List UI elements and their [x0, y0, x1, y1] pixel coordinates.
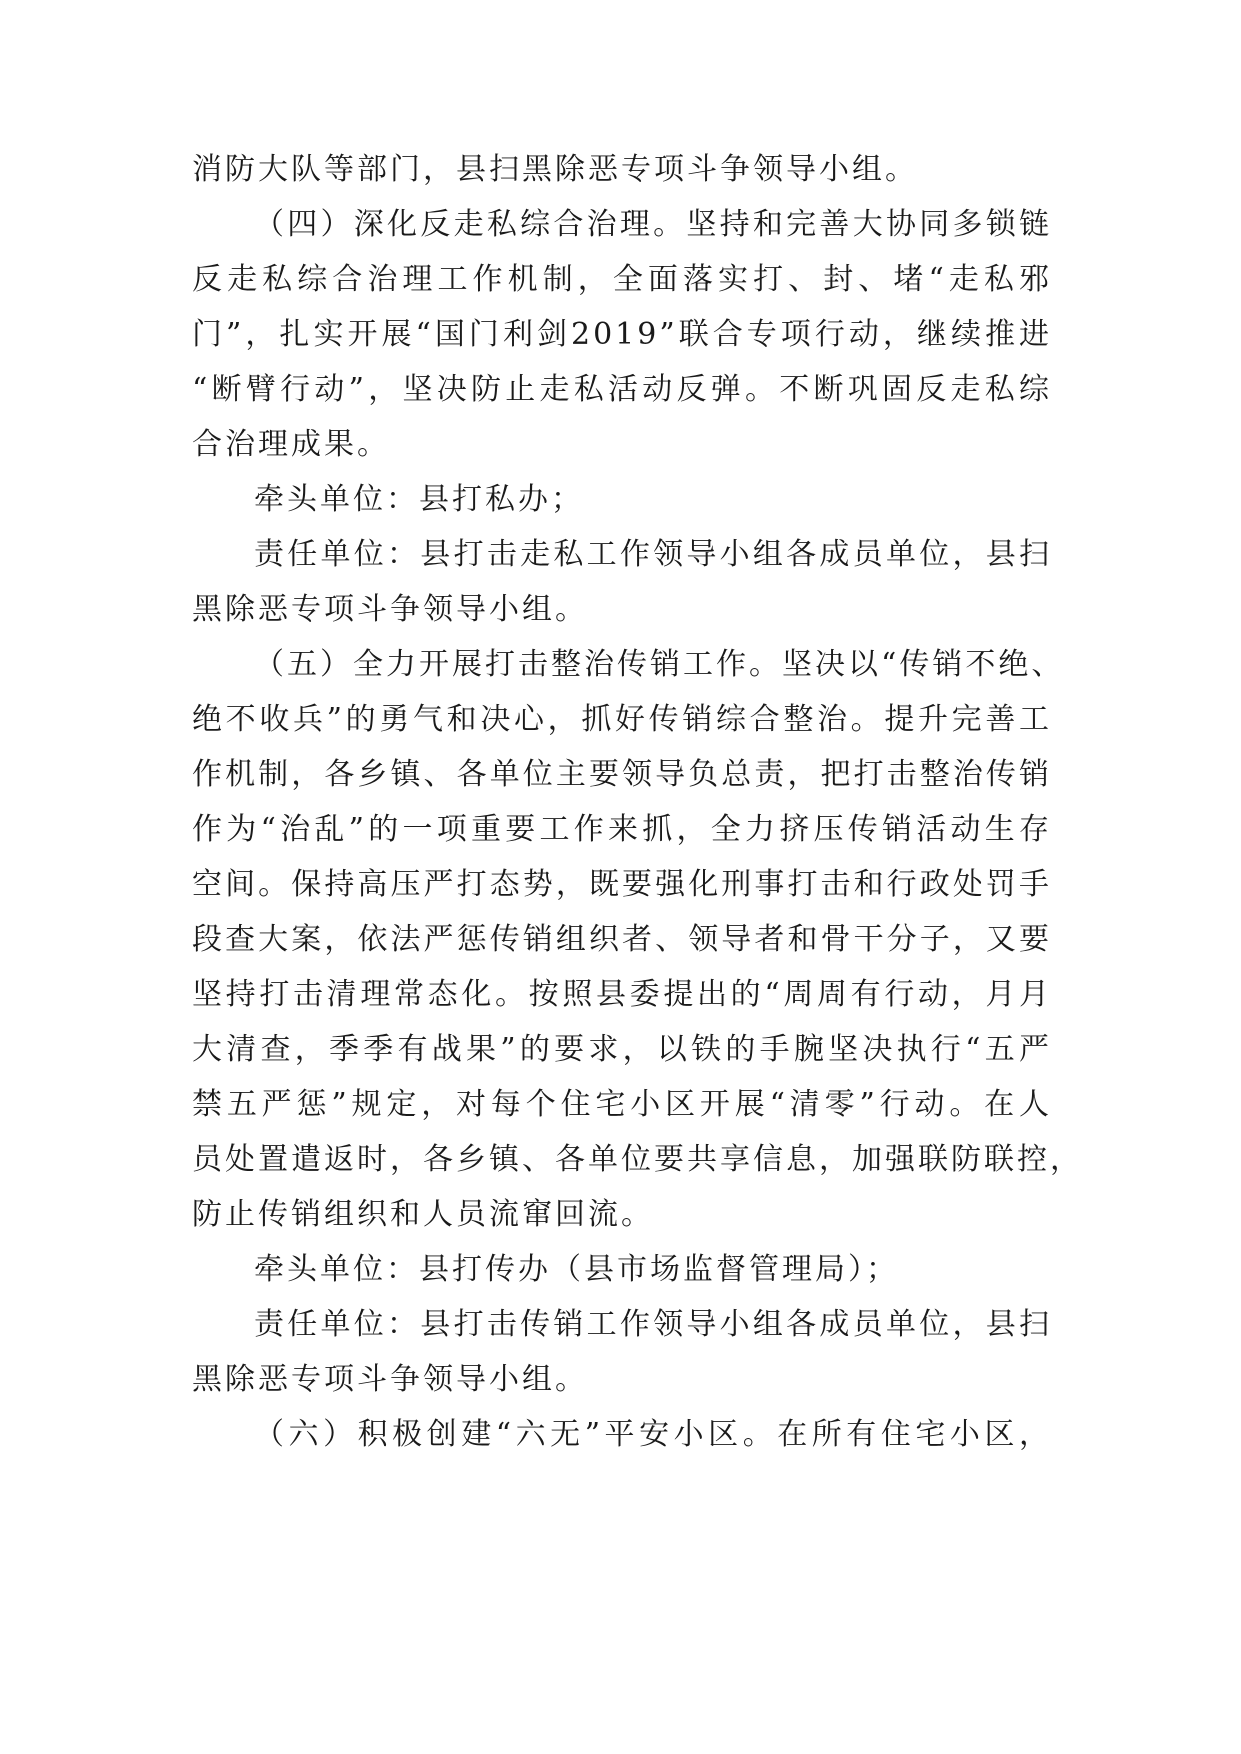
text-line: 黑除恶专项斗争领导小组。 — [192, 592, 588, 627]
section-heading-4: （四）深化反走私综合治理。坚持和完善大协同多锁链 — [254, 207, 1052, 242]
text-line: 禁五严惩”规定，对每个住宅小区开展“清零”行动。在人 — [192, 1087, 1052, 1122]
text-line: 空间。保持高压严打态势，既要强化刑事打击和行政处罚手 — [192, 867, 1052, 902]
text-line: 消防大队等部门，县扫黑除恶专项斗争领导小组。 — [192, 152, 918, 187]
text-line: 作为“治乱”的一项重要工作来抓，全力挤压传销活动生存 — [192, 812, 1052, 847]
text-line: 大清查，季季有战果”的要求，以铁的手腕坚决执行“五严 — [192, 1032, 1052, 1067]
text-line: 坚持打击清理常态化。按照县委提出的“周周有行动，月月 — [192, 977, 1052, 1012]
text-line: 合治理成果。 — [192, 427, 390, 462]
text-line: 门”，扎实开展“国门利剑2019”联合专项行动，继续推进 — [192, 317, 1052, 352]
text-line: 作机制，各乡镇、各单位主要领导负总责，把打击整治传销 — [192, 757, 1052, 792]
responsible-unit-line: 责任单位：县打击走私工作领导小组各成员单位，县扫 — [254, 537, 1052, 572]
text-line: “断臂行动”，坚决防止走私活动反弹。不断巩固反走私综 — [192, 372, 1052, 407]
lead-unit-line: 牵头单位：县打私办； — [254, 482, 584, 517]
text-line: 防止传销组织和人员流窜回流。 — [192, 1197, 654, 1232]
responsible-unit-line: 责任单位：县打击传销工作领导小组各成员单位，县扫 — [254, 1307, 1052, 1342]
lead-unit-line: 牵头单位：县打传办（县市场监督管理局）； — [254, 1252, 899, 1287]
text-line: 员处置遣返时，各乡镇、各单位要共享信息，加强联防联控， — [192, 1142, 1083, 1177]
text-line: 绝不收兵”的勇气和决心，抓好传销综合整治。提升完善工 — [192, 702, 1052, 737]
text-line: 反走私综合治理工作机制，全面落实打、封、堵“走私邪 — [192, 262, 1052, 297]
section-heading-6: （六）积极创建“六无”平安小区。在所有住宅小区， — [254, 1417, 1052, 1452]
text-line: 段查大案，依法严惩传销组织者、领导者和骨干分子，又要 — [192, 922, 1052, 957]
section-heading-5: （五）全力开展打击整治传销工作。坚决以“传销不绝、 — [254, 647, 1065, 682]
text-line: 黑除恶专项斗争领导小组。 — [192, 1362, 588, 1397]
